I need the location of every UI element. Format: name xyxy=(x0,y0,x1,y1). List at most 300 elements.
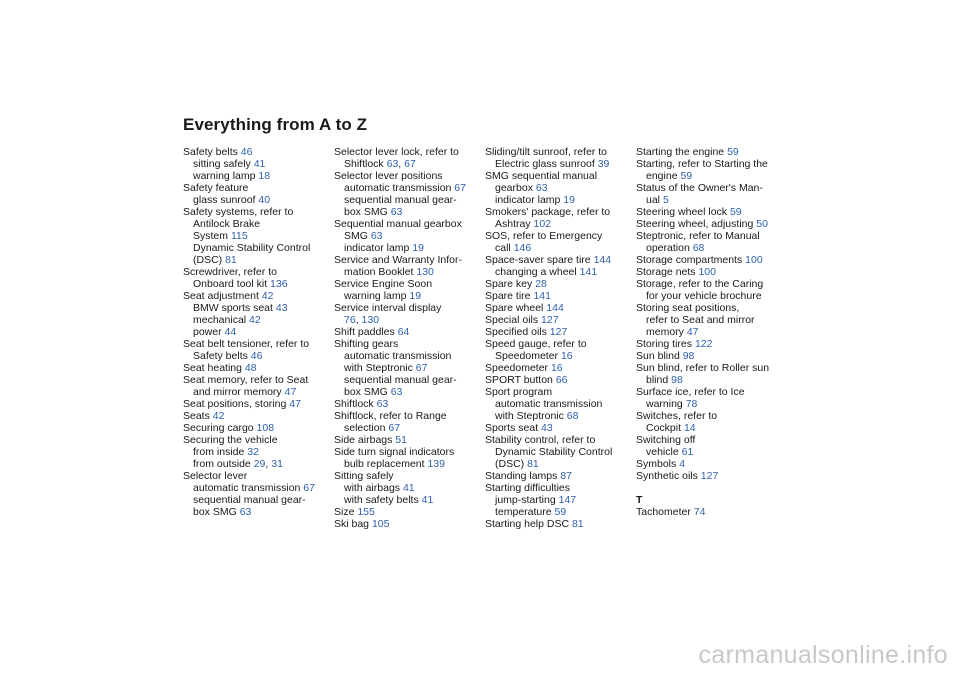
entry-text: Ashtray xyxy=(495,218,534,230)
entry-text: power xyxy=(193,326,225,338)
entry-text: SOS, refer to Emergency xyxy=(485,230,603,242)
entry-text: Seat positions, storing xyxy=(183,398,290,410)
entry-text: Dynamic Stability Control xyxy=(495,446,613,458)
page-link[interactable]: 41 xyxy=(402,482,415,494)
page-link[interactable]: 105 xyxy=(371,518,390,530)
entry-text: Securing cargo xyxy=(183,422,257,434)
page-link[interactable]: 43 xyxy=(275,302,288,314)
index-entry xyxy=(485,230,627,242)
entry-text: warning xyxy=(646,398,686,410)
index-subentry xyxy=(183,170,325,182)
entry-text: SPORT button xyxy=(485,374,556,386)
entry-text: memory xyxy=(646,326,687,338)
page-link[interactable]: 67 xyxy=(303,482,315,494)
index-subentry xyxy=(183,158,325,170)
entry-text: Starting help DSC xyxy=(485,518,572,530)
entry-text: Speedometer xyxy=(485,362,551,374)
page-link[interactable]: 46 xyxy=(240,146,253,158)
entry-text: Starting the engine xyxy=(636,146,728,158)
entry-text: Shifting gears xyxy=(334,338,399,350)
page-link[interactable]: 19 xyxy=(412,242,424,254)
page-link[interactable]: 141 xyxy=(533,290,551,302)
entry-text: with Steptronic xyxy=(495,410,567,422)
page-link[interactable]: 81 xyxy=(225,254,237,266)
index-subentry xyxy=(636,446,778,458)
entry-text: Selector lever positions xyxy=(334,170,443,182)
index-entry xyxy=(485,362,627,374)
page-link[interactable]: 51 xyxy=(395,434,407,446)
index-subentry xyxy=(485,182,627,194)
separator: , xyxy=(355,314,362,326)
index-entry xyxy=(636,338,778,350)
index-entry xyxy=(485,386,627,398)
page-link[interactable]: 78 xyxy=(685,398,698,410)
entry-text: automatic transmission xyxy=(495,398,603,410)
index-entry xyxy=(485,518,627,530)
index-subentry xyxy=(636,170,778,182)
page-link[interactable]: 18 xyxy=(258,170,271,182)
entry-text: ual xyxy=(646,194,663,206)
index-subentry xyxy=(485,158,627,170)
index-entry xyxy=(334,506,476,518)
entry-text: with airbags xyxy=(344,482,403,494)
index-entry xyxy=(334,326,476,338)
index-entry xyxy=(334,278,476,290)
index-subentry xyxy=(183,506,325,518)
index-subentry xyxy=(636,374,778,386)
page-link[interactable]: 59 xyxy=(729,206,742,218)
page-link[interactable]: 139 xyxy=(427,458,445,470)
entry-text: mation Booklet xyxy=(344,266,417,278)
index-subentry xyxy=(334,482,476,494)
index-subentry xyxy=(636,398,778,410)
page-link[interactable]: 155 xyxy=(357,506,375,518)
page-link[interactable]: 67 xyxy=(415,362,428,374)
entry-text: Spare wheel xyxy=(485,302,547,314)
page-link[interactable]: 59 xyxy=(680,170,693,182)
entry-text: sequential manual gear- xyxy=(344,194,457,206)
page-link[interactable]: 144 xyxy=(593,254,612,266)
page-link[interactable]: 63 xyxy=(390,206,403,218)
index-subentry xyxy=(183,242,325,254)
page-link[interactable]: 64 xyxy=(397,326,410,338)
page-link[interactable]: 5 xyxy=(662,194,669,206)
entry-text: operation xyxy=(646,242,693,254)
page-link[interactable]: 59 xyxy=(554,506,567,518)
index-subentry xyxy=(636,194,778,206)
index-entry xyxy=(485,254,627,266)
entry-text: Selector lever xyxy=(183,470,248,482)
entry-text: Shift paddles xyxy=(334,326,398,338)
page-link[interactable]: 98 xyxy=(682,350,695,362)
entry-text: Stability control, refer to xyxy=(485,434,596,446)
index-entry xyxy=(636,350,778,362)
page-link[interactable]: 115 xyxy=(230,230,248,242)
page-link[interactable]: 98 xyxy=(671,374,683,386)
index-entry xyxy=(334,410,476,422)
index-subentry xyxy=(183,386,325,398)
index-entry xyxy=(636,206,778,218)
index-entry xyxy=(183,470,325,482)
entry-text: sitting safely xyxy=(193,158,254,170)
page-link[interactable]: 122 xyxy=(694,338,713,350)
page-link[interactable]: 63 xyxy=(239,506,252,518)
entry-text: Safety feature xyxy=(183,182,249,194)
index-subentry xyxy=(485,194,627,206)
entry-text: T xyxy=(636,494,643,506)
page-link[interactable]: 59 xyxy=(727,146,739,158)
page-link[interactable]: 63 xyxy=(390,386,403,398)
index-entry xyxy=(183,410,325,422)
entry-text: SMG sequential manual xyxy=(485,170,598,182)
page-link[interactable]: 14 xyxy=(683,422,696,434)
index-subentry xyxy=(183,194,325,206)
index-entry xyxy=(485,338,627,350)
page-link[interactable]: 46 xyxy=(250,350,263,362)
page-link[interactable]: 81 xyxy=(571,518,584,530)
entry-text: box SMG xyxy=(344,386,391,398)
index-entry xyxy=(485,206,627,218)
entry-text: with safety belts xyxy=(344,494,422,506)
entry-text: indicator lamp xyxy=(495,194,564,206)
entry-text: Steering wheel lock xyxy=(636,206,730,218)
page-link[interactable]: 42 xyxy=(249,314,261,326)
index-entry xyxy=(636,386,778,398)
index-subentry xyxy=(183,302,325,314)
page-link[interactable]: 31 xyxy=(271,458,283,470)
entry-text: SMG xyxy=(344,230,371,242)
page-link[interactable]: 67 xyxy=(388,422,401,434)
entry-text: Sun blind xyxy=(636,350,683,362)
entry-text: Electric glass sunroof xyxy=(495,158,598,170)
entry-text: Side airbags xyxy=(334,434,396,446)
entry-text: Special oils xyxy=(485,314,542,326)
page-link[interactable]: 41 xyxy=(421,494,434,506)
index-entry xyxy=(183,338,325,350)
index-entry xyxy=(334,434,476,446)
index-entry xyxy=(485,422,627,434)
index-subentry xyxy=(485,446,627,458)
index-entry xyxy=(636,266,778,278)
entry-text: Tachometer xyxy=(636,506,694,518)
index-subentry xyxy=(334,158,476,170)
page-link[interactable]: 67 xyxy=(404,158,416,170)
entry-text: Spare tire xyxy=(485,290,534,302)
page-link[interactable]: 47 xyxy=(289,398,301,410)
index-subentry xyxy=(334,374,476,386)
entry-text: automatic transmission xyxy=(344,182,455,194)
index-entry xyxy=(485,314,627,326)
page-link[interactable]: 40 xyxy=(258,194,271,206)
index-entry xyxy=(183,266,325,278)
entry-text: Surface ice, refer to Ice xyxy=(636,386,745,398)
entry-text: and mirror memory xyxy=(193,386,285,398)
entry-text: box SMG xyxy=(344,206,391,218)
index-subentry xyxy=(485,458,627,470)
page-link[interactable]: 144 xyxy=(546,302,564,314)
entry-text: System xyxy=(193,230,231,242)
page-link[interactable]: 127 xyxy=(700,470,719,482)
index-entry xyxy=(485,326,627,338)
index-subentry xyxy=(485,218,627,230)
index-entry xyxy=(636,458,778,470)
page-link[interactable]: 63 xyxy=(535,182,548,194)
entry-text: Starting, refer to Starting the xyxy=(636,158,768,170)
page-link[interactable]: 19 xyxy=(409,290,422,302)
entry-spacer xyxy=(636,482,778,494)
index-subentry xyxy=(183,254,325,266)
index-entry xyxy=(636,230,778,242)
index-subentry xyxy=(334,494,476,506)
page-title: Everything from A to Z xyxy=(183,115,368,134)
entry-text: Seat adjustment xyxy=(183,290,262,302)
entry-text: Onboard tool kit xyxy=(193,278,271,290)
entry-text: Shiftlock xyxy=(344,158,387,170)
index-entry xyxy=(183,374,325,386)
entry-text: Service interval display xyxy=(334,302,442,314)
index-subentry xyxy=(485,398,627,410)
entry-text: Symbols xyxy=(636,458,680,470)
entry-text: Storage nets xyxy=(636,266,699,278)
index-entry xyxy=(334,146,476,158)
index-entry xyxy=(334,302,476,314)
index-subentry xyxy=(485,350,627,362)
page-link[interactable]: 100 xyxy=(745,254,763,266)
entry-text: Sun blind, refer to Roller sun xyxy=(636,362,770,374)
index-entry xyxy=(183,422,325,434)
page-link[interactable]: 16 xyxy=(550,362,563,374)
entry-text: sequential manual gear- xyxy=(193,494,306,506)
entry-text: Sequential manual gearbox xyxy=(334,218,462,230)
page-link[interactable]: 16 xyxy=(560,350,573,362)
page-link[interactable]: 50 xyxy=(756,218,768,230)
entry-text: Antilock Brake xyxy=(193,218,261,230)
index-subentry xyxy=(334,206,476,218)
index-entry xyxy=(334,446,476,458)
entry-text: (DSC) xyxy=(193,254,226,266)
index-subentry xyxy=(334,242,476,254)
index-column-4 xyxy=(636,146,778,518)
index-entry xyxy=(636,218,778,230)
page-link[interactable]: 147 xyxy=(558,494,577,506)
entry-text: temperature xyxy=(495,506,555,518)
index-subentry xyxy=(636,242,778,254)
page-link[interactable]: 63 xyxy=(370,230,383,242)
index-subentry xyxy=(485,494,627,506)
index-entry xyxy=(636,362,778,374)
entry-text: Steptronic, refer to Manual xyxy=(636,230,760,242)
entry-text: sequential manual gear- xyxy=(344,374,457,386)
page-link[interactable]: 127 xyxy=(541,314,559,326)
page-link[interactable]: 127 xyxy=(549,326,568,338)
page-link[interactable]: 76 xyxy=(344,314,356,326)
entry-text: Switches, refer to xyxy=(636,410,718,422)
index-entry xyxy=(485,470,627,482)
entry-text: changing a wheel xyxy=(495,266,580,278)
index-entry xyxy=(636,470,778,482)
entry-text: Sports seat xyxy=(485,422,542,434)
page-link[interactable]: 47 xyxy=(686,326,699,338)
index-entry xyxy=(636,146,778,158)
index-entry xyxy=(636,182,778,194)
index-entry xyxy=(485,482,627,494)
index-entry xyxy=(636,434,778,446)
entry-text: Cockpit xyxy=(646,422,684,434)
index-entry xyxy=(636,254,778,266)
index-entry xyxy=(636,158,778,170)
entry-text: engine xyxy=(646,170,681,182)
entry-text: Space-saver spare tire xyxy=(485,254,594,266)
page-link[interactable]: 28 xyxy=(535,278,547,290)
entry-text: Size xyxy=(334,506,358,518)
index-entry xyxy=(485,374,627,386)
index-entry xyxy=(636,278,778,290)
index-entry xyxy=(485,170,627,182)
entry-text: Speedometer xyxy=(495,350,561,362)
entry-text: box SMG xyxy=(193,506,240,518)
index-subentry xyxy=(334,266,476,278)
entry-text: Standing lamps xyxy=(485,470,561,482)
entry-text: Storage compartments xyxy=(636,254,746,266)
index-subentry xyxy=(485,266,627,278)
page-link[interactable]: 32 xyxy=(247,446,259,458)
entry-text: selection xyxy=(344,422,389,434)
entry-text: Starting difficulties xyxy=(485,482,571,494)
page-link[interactable]: 68 xyxy=(692,242,705,254)
index-subentry xyxy=(485,410,627,422)
entry-text: Steering wheel, adjusting xyxy=(636,218,757,230)
page-link[interactable]: 67 xyxy=(454,182,466,194)
entry-text: Safety belts xyxy=(193,350,251,362)
index-entry xyxy=(334,338,476,350)
entry-text: BMW sports seat xyxy=(193,302,276,314)
entry-text: indicator lamp xyxy=(344,242,413,254)
index-column-2 xyxy=(334,146,476,530)
entry-text: Seat memory, refer to Seat xyxy=(183,374,309,386)
index-entry xyxy=(636,302,778,314)
page-link[interactable]: 100 xyxy=(698,266,716,278)
page-link[interactable]: 63 xyxy=(386,158,399,170)
page-link[interactable]: 102 xyxy=(533,218,552,230)
index-subentry xyxy=(636,290,778,302)
index-subentry xyxy=(183,458,325,470)
page-link[interactable]: 47 xyxy=(284,386,297,398)
index-subentry xyxy=(334,182,476,194)
entry-text: Ski bag xyxy=(334,518,372,530)
entry-text: Service and Warranty Infor- xyxy=(334,254,462,266)
page-link[interactable]: 66 xyxy=(555,374,568,386)
separator: , xyxy=(398,158,405,170)
index-subentry xyxy=(183,218,325,230)
page-link[interactable]: 4 xyxy=(679,458,686,470)
page-link[interactable]: 42 xyxy=(261,290,274,302)
index-subentry xyxy=(334,362,476,374)
page-link[interactable]: 44 xyxy=(224,326,237,338)
separator: , xyxy=(265,458,272,470)
entry-text: Switching off xyxy=(636,434,696,446)
entry-text: automatic transmission xyxy=(344,350,452,362)
index-subentry xyxy=(334,350,476,362)
page-link[interactable]: 39 xyxy=(597,158,610,170)
entry-text: automatic transmission xyxy=(193,482,304,494)
index-entry xyxy=(485,434,627,446)
entry-text: blind xyxy=(646,374,672,386)
index-subentry xyxy=(636,314,778,326)
index-entry xyxy=(334,398,476,410)
entry-text: jump-starting xyxy=(495,494,559,506)
index-entry xyxy=(183,182,325,194)
page-link[interactable]: 68 xyxy=(566,410,579,422)
entry-text: Screwdriver, refer to xyxy=(183,266,277,278)
page-link[interactable]: 130 xyxy=(416,266,434,278)
entry-text: warning lamp xyxy=(344,290,410,302)
index-subentry xyxy=(183,230,325,242)
entry-text: glass sunroof xyxy=(193,194,259,206)
entry-text: gearbox xyxy=(495,182,536,194)
page-link[interactable]: 141 xyxy=(579,266,598,278)
index-subentry xyxy=(485,242,627,254)
index-subentry xyxy=(183,326,325,338)
index-subentry xyxy=(334,458,476,470)
index-entry xyxy=(485,278,627,290)
entry-text: Selector lever lock, refer to xyxy=(334,146,459,158)
entry-text: call xyxy=(495,242,514,254)
entry-text: Speed gauge, refer to xyxy=(485,338,587,350)
entry-text: Seats xyxy=(183,410,213,422)
entry-text: Specified oils xyxy=(485,326,550,338)
page-link[interactable]: 63 xyxy=(376,398,389,410)
page-link[interactable]: 48 xyxy=(244,362,257,374)
entry-text: Sliding/tilt sunroof, refer to xyxy=(485,146,607,158)
page-link[interactable]: 108 xyxy=(256,422,275,434)
index-entry xyxy=(183,290,325,302)
page-link[interactable]: 42 xyxy=(212,410,225,422)
page-link[interactable]: 81 xyxy=(527,458,539,470)
index-entry xyxy=(485,302,627,314)
index-subentry xyxy=(183,446,325,458)
page-link[interactable]: 43 xyxy=(541,422,553,434)
page-link[interactable]: 61 xyxy=(681,446,694,458)
page-link[interactable]: 29 xyxy=(253,458,266,470)
page-link[interactable]: 146 xyxy=(513,242,532,254)
entry-text: Sitting safely xyxy=(334,470,394,482)
page-link[interactable]: 130 xyxy=(361,314,380,326)
index-entry xyxy=(183,206,325,218)
entry-text: Storing seat positions, xyxy=(636,302,740,314)
index-entry xyxy=(636,506,778,518)
index-entry xyxy=(485,290,627,302)
index-subentry xyxy=(183,350,325,362)
entry-text: bulb replacement xyxy=(344,458,428,470)
page-link[interactable]: 136 xyxy=(270,278,288,290)
page-link[interactable]: 74 xyxy=(693,506,706,518)
page-link[interactable]: 41 xyxy=(253,158,266,170)
index-column-3 xyxy=(485,146,627,530)
entry-text: Storage, refer to the Caring xyxy=(636,278,764,290)
index-entry xyxy=(636,410,778,422)
index-subentry xyxy=(183,314,325,326)
index-subentry xyxy=(485,506,627,518)
page-link[interactable]: 19 xyxy=(563,194,575,206)
index-entry xyxy=(334,518,476,530)
index-entry xyxy=(334,170,476,182)
index-entry xyxy=(334,254,476,266)
entry-text: Storing tires xyxy=(636,338,695,350)
page-link[interactable]: 87 xyxy=(560,470,572,482)
entry-text: Seat heating xyxy=(183,362,245,374)
entry-text: Safety belts xyxy=(183,146,241,158)
entry-text: Dynamic Stability Control xyxy=(193,242,311,254)
